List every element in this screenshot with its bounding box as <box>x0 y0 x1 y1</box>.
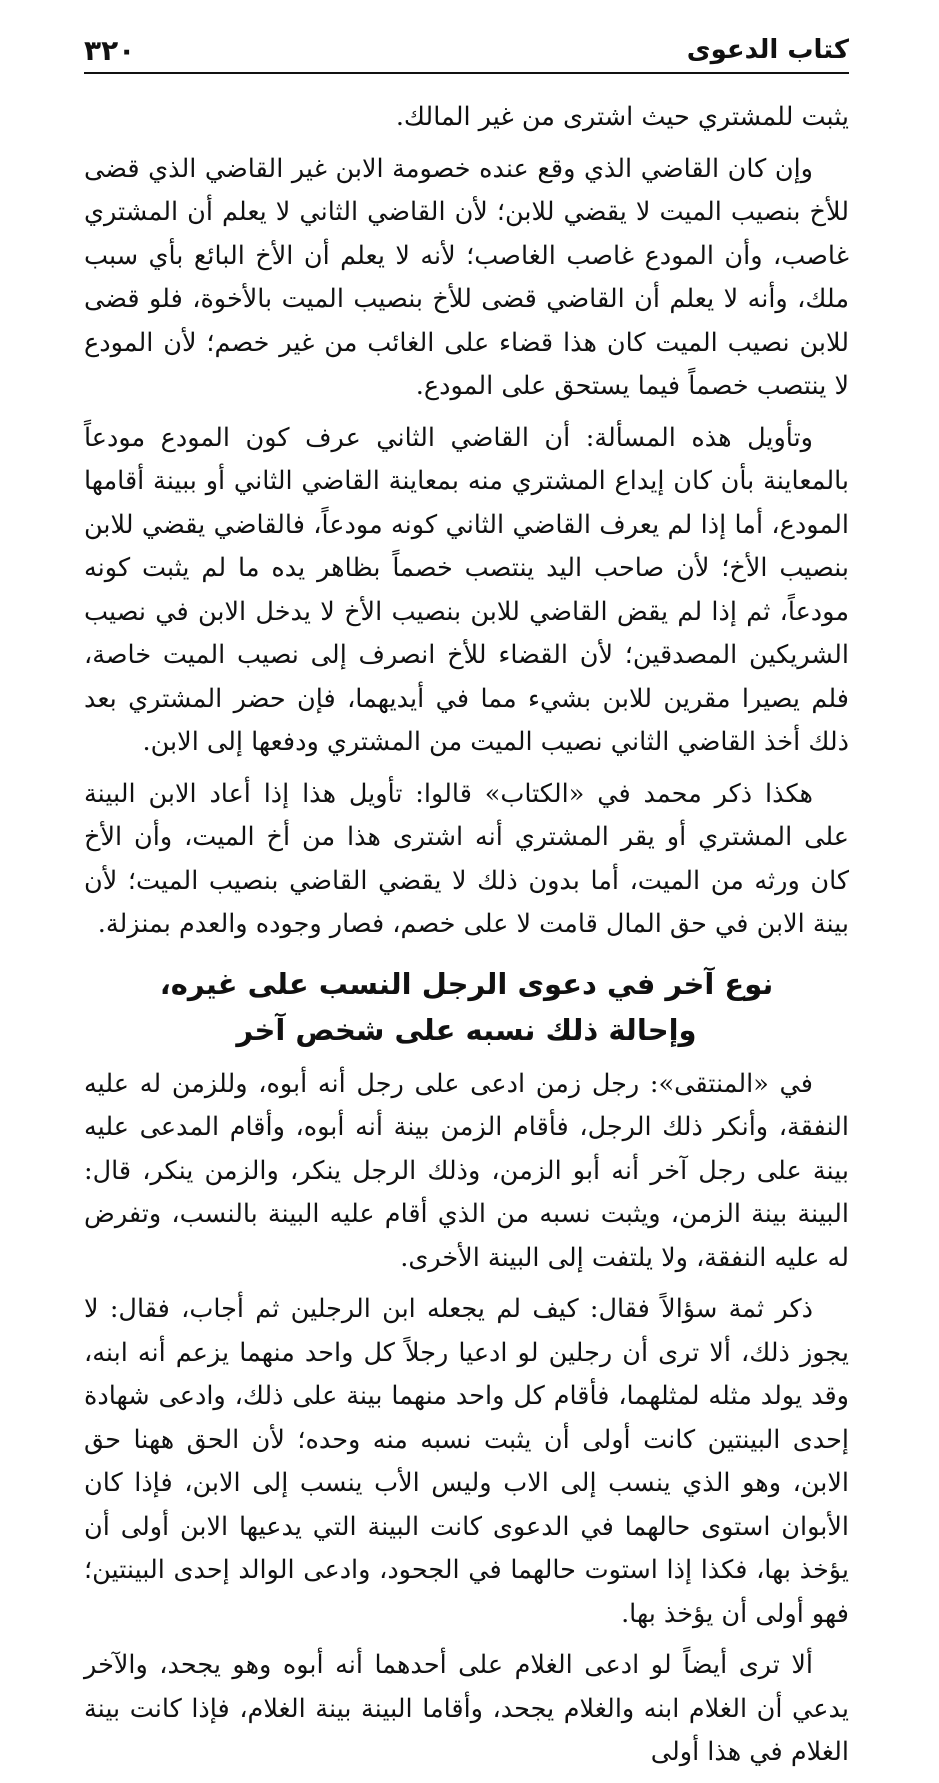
section-heading-line: نوع آخر في دعوى الرجل النسب على غيره، <box>159 966 774 1001</box>
paragraph: يثبت للمشتري حيث اشترى من غير المالك. <box>395 102 849 132</box>
paragraph: في «المنتقى»: رجل زمن ادعى على رجل أنه أبوه، وللزمن له عليه النفقة، وأنكر ذلك الرجل، فأقام الزمن بينة أنه أبوه، وأقام المدعى عليه بينة على رجل آخر أنه أبو الزمن، وذلك الرجل ينكر، والزمن ينكر، قال: البينة بينة الزمن، ويثبت نسبه من الذي أقام عليه البينة بالنسب، وتفرض له عليه النفقة، ولا يلتفت إلى البينة الأخرى. <box>84 1068 849 1273</box>
running-title: كتاب الدعوى <box>686 35 849 65</box>
section-heading <box>84 961 849 1053</box>
paragraph: ذكر ثمة سؤالاً فقال: كيف لم يجعله ابن الرجلين ثم أجاب، فقال: لا يجوز ذلك، ألا ترى أن رجلين لو ادعيا رجلاً كل واحد منهما يزعم أنه ابنه، وقد يولد مثله لمثلهما، فأقام كل واحد منهما بينة على ذلك، وادعى شهادة إحدى البينتين كانت أولى أن يثبت نسبه منه وحده؛ لأن الحق ههنا حق الابن، وهو الذي ينسب إلى الاب وليس الأب ينسب إلى الابن، فإذا كان الأبوان استوى حالهما في الدعوى كانت البينة التي يدعيها الابن أولى أن يؤخذ بها، فكذا إذا استوت حالهما في الجحود، وادعى الوالد إحدى البينتين؛ فهو أولى أن يؤخذ بها. <box>84 1294 849 1629</box>
paragraph: وتأويل هذه المسألة: أن القاضي الثاني عرف كون المودع مودعاً بالمعاينة بأن كان إيداع المشتري منه بمعاينة القاضي الثاني أو ببينة أقامها المودع، أما إذا لم يعرف القاضي الثاني كونه مودعاً، فالقاضي يقضي للابن بنصيب الأخ؛ لأن صاحب اليد ينتصب خصماً بظاهر يده ما لم يثبت كونه مودعاً، ثم إذا لم يقض القاضي للابن بنصيب الأخ لا يدخل الابن في نصيب الشريكين المصدقين؛ لأن القضاء للأخ انصرف إلى نصيب الميت خاصة، فلم يصيرا مقرين للابن بشيء مما في أيديهما، فإن حضر المشتري بعد ذلك أخذ القاضي الثاني نصيب الميت من المشتري ودفعها إلى الابن. <box>84 422 849 757</box>
paragraph: هكذا ذكر محمد في «الكتاب» قالوا: تأويل هذا إذا أعاد الابن البينة على المشتري أو يقر المشتري أنه اشترى هذا من أخ الميت، وأن الأخ كان ورثه من الميت، أما بدون ذلك لا يقضي القاضي بنصيب الميت؛ لأن بينة الابن في حق المال قامت لا على خصم، فصار وجوده والعدم بمنزلة. <box>84 778 849 939</box>
paragraph: ألا ترى أيضاً لو ادعى الغلام على أحدهما أنه أبوه وهو يجحد، والآخر يدعي أن الغلام ابنه والغلام يجحد، وأقاما البينة بينة الغلام، فإذا كانت بينة الغلام في هذا أولى <box>84 1650 849 1767</box>
section-heading-line: وإحالة ذلك نسبه على شخص آخر <box>236 1012 697 1047</box>
page-number: ٣٢٠ <box>84 33 136 67</box>
paragraph: وإن كان القاضي الذي وقع عنده خصومة الابن غير القاضي الذي قضى للأخ بنصيب الميت لا يقضي للابن؛ لأن القاضي الثاني لا يعلم أن المشتري غاصب، وأن المودع غاصب الغاصب؛ لأنه لا يعلم أن الأخ البائع بأي سبب ملك، وأنه لا يعلم أن القاضي قضى للأخ بنصيب الميت بالأخوة، فلو قضى للابن نصيب الميت كان هذا قضاء على الغائب من غير خصم؛ لأن المودع لا ينتصب خصماً فيما يستحق على المودع. <box>84 153 849 401</box>
page-header <box>84 28 849 74</box>
page-body <box>84 96 849 1783</box>
